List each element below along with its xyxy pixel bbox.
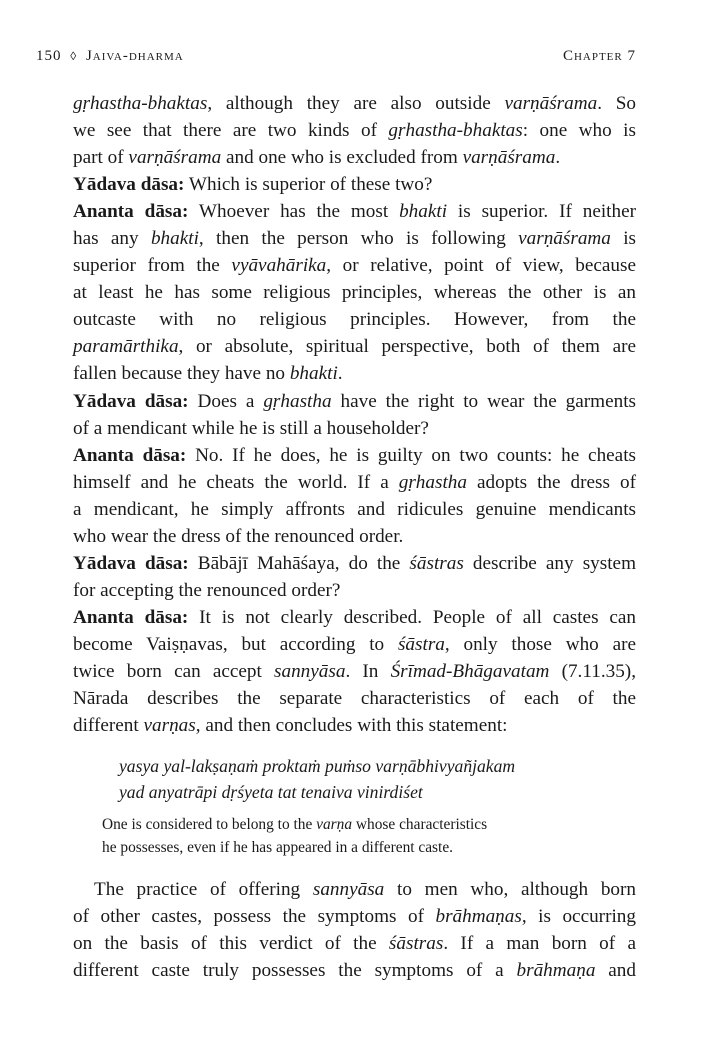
text-line: gṛhastha-bhaktas, although they are also outside varṇāśrama. So: [73, 93, 636, 114]
text-line: of a mendicant while he is still a householder?: [73, 417, 429, 439]
text-line: for accepting the renounced order?: [73, 579, 341, 601]
book-title: Jaiva-dharma: [85, 48, 184, 64]
text-line: a mendicant, he simply affronts and ridicules genuine mendicants: [73, 498, 636, 520]
page-header: [36, 48, 636, 72]
text-line: paramārthika, or absolute, spiritual perspective, both of them are: [73, 336, 636, 358]
dialogue-line: Yādava dāsa: Which is superior of these two?: [73, 174, 433, 196]
dialogue-line: Yādava dāsa: Does a gṛhastha have the right to wear the garments: [73, 390, 636, 412]
text-line: different varṇas, and then concludes with this statement:: [73, 715, 508, 737]
text-line: superior from the vyāvahārika, or relative, point of view, because: [73, 255, 636, 277]
text-line: Nārada describes the separate characteristics of each of the: [73, 688, 636, 710]
chapter-label: Chapter 7: [562, 48, 636, 64]
text-line: on the basis of this verdict of the śāstras. If a man born of a: [73, 933, 636, 955]
verse-line: yad anyatrāpi dṛśyeta tat tenaiva vinirdiśet: [119, 782, 423, 803]
header-right: [563, 48, 636, 65]
text-line: of other castes, possess the symptoms of brāhmaṇas, is occurring: [73, 906, 636, 928]
text-line: different caste truly possesses the symptoms of a brāhmaṇa and: [73, 960, 636, 982]
text-line: has any bhakti, then the person who is following varṇāśrama is: [73, 228, 637, 250]
diamond-icon: ◊: [70, 49, 78, 63]
text-line: twice born can accept sannyāsa. In Śrīmad-Bhāgavatam (7.11.35),: [73, 660, 636, 682]
translation-line: One is considered to belong to the varṇa whose characteristics: [102, 816, 488, 834]
speaker-label: Ananta dāsa:: [73, 201, 189, 223]
text-line: become Vaiṣṇavas, but according to śāstra, only those who are: [73, 633, 636, 655]
dialogue-line: Ananta dāsa: No. If he does, he is guilty on two counts: he cheats: [73, 444, 636, 466]
speaker-label: Ananta dāsa:: [73, 444, 187, 466]
translation-line: he possesses, even if he has appeared in a different caste.: [102, 839, 453, 857]
page-body: [73, 90, 636, 984]
header-left: [36, 48, 184, 65]
text-line: part of varṇāśrama and one who is excluded from varṇāśrama.: [73, 147, 561, 169]
verse-translation: [73, 813, 636, 859]
text-line: fallen because they have no bhakti.: [73, 363, 343, 385]
text-line: at least he has some religious principles, whereas the other is an: [73, 282, 636, 304]
text-line: we see that there are two kinds of gṛhastha-bhaktas: one who is: [73, 120, 636, 142]
text-line: outcaste with no religious principles. However, from the: [73, 309, 636, 331]
dialogue-line: Ananta dāsa: Whoever has the most bhakti is superior. If neither: [73, 201, 636, 223]
speaker-label: Yādava dāsa:: [73, 552, 189, 574]
text-line: himself and he cheats the world. If a gṛhastha adopts the dress of: [73, 471, 636, 493]
text-line: who wear the dress of the renounced order.: [73, 525, 404, 547]
page-number: 150: [36, 48, 62, 64]
text-line: The practice of offering sannyāsa to men who, although born: [94, 879, 636, 901]
sanskrit-verse: [73, 753, 636, 805]
dialogue-line: Yādava dāsa: Bābājī Mahāśaya, do the śāstras describe any system: [73, 552, 636, 574]
speaker-label: Ananta dāsa:: [73, 606, 189, 628]
dialogue-line: Ananta dāsa: It is not clearly described. People of all castes can: [73, 606, 636, 628]
speaker-label: Yādava dāsa:: [73, 174, 185, 196]
verse-line: yasya yal-lakṣaṇaṁ proktaṁ puṁso varṇābhivyañjakam: [119, 756, 516, 777]
closing-paragraph: [73, 876, 636, 984]
speaker-label: Yādava dāsa:: [73, 390, 189, 412]
